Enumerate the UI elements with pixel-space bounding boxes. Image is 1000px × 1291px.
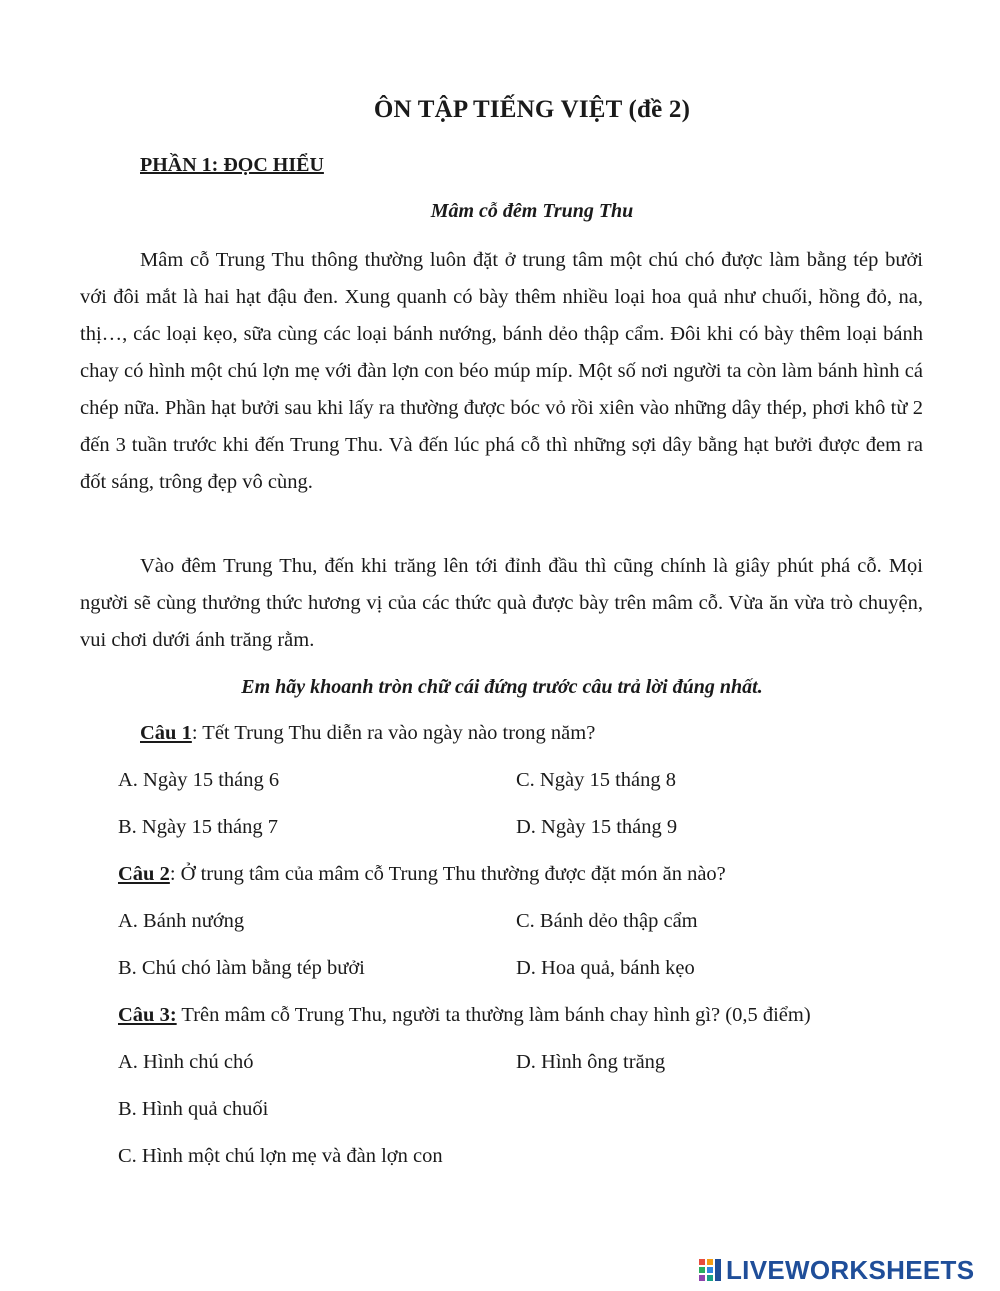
answer-option[interactable]: C. Bánh dẻo thập cẩm	[516, 910, 698, 932]
answer-option[interactable]: C. Ngày 15 tháng 8	[516, 769, 676, 791]
question-1	[140, 722, 595, 745]
answer-option[interactable]: B. Chú chó làm bằng tép bưởi	[118, 957, 365, 979]
answer-option[interactable]: D. Hình ông trăng	[516, 1051, 666, 1073]
reading-paragraph-2: Vào đêm Trung Thu, đến khi trăng lên tới đỉnh đầu thì cũng chính là giây phút phá cỗ. Mọi người sẽ cùng thưởng thức hương vị của các thức quà được bày trên mâm cỗ. Vừa ăn vừa trò chuyện, vui chơi dưới ánh trăng rằm.	[80, 555, 923, 651]
question-text: : Tết Trung Thu diễn ra vào ngày nào trong năm?	[191, 722, 596, 744]
question-text: Trên mâm cỗ Trung Thu, người ta thường làm bánh chay hình gì? (0,5 điểm)	[176, 1004, 811, 1026]
answer-option[interactable]: B. Hình quả chuối	[118, 1098, 269, 1120]
question-3	[118, 1004, 811, 1027]
liveworksheets-logo-icon	[697, 1257, 723, 1283]
story-title: Mâm cỗ đêm Trung Thu	[430, 200, 634, 222]
question-2	[118, 863, 726, 886]
answer-option[interactable]: A. Bánh nướng	[118, 910, 245, 932]
question-text: : Ở trung tâm của mâm cỗ Trung Thu thường được đặt món ăn nào?	[169, 863, 726, 885]
liveworksheets-logo	[697, 1254, 974, 1286]
question-label: Câu 1	[140, 722, 192, 744]
answer-option[interactable]: B. Ngày 15 tháng 7	[118, 816, 278, 838]
question-label: Câu 3:	[118, 1004, 177, 1026]
answer-option[interactable]: D. Ngày 15 tháng 9	[516, 816, 678, 838]
brand-name: LIVEWORKSHEETS	[726, 1254, 975, 1285]
page-title: ÔN TẬP TIẾNG VIỆT (đề 2)	[373, 96, 691, 123]
question-label: Câu 2	[118, 863, 170, 885]
instruction-text: Em hãy khoanh tròn chữ cái đứng trước câu trả lời đúng nhất.	[241, 676, 763, 698]
answer-option[interactable]: A. Hình chú chó	[118, 1051, 254, 1073]
answer-option[interactable]: D. Hoa quả, bánh kẹo	[516, 957, 695, 979]
answer-option[interactable]: C. Hình một chú lợn mẹ và đàn lợn con	[118, 1145, 443, 1167]
answer-option[interactable]: A. Ngày 15 tháng 6	[118, 769, 280, 791]
section-heading: PHẦN 1: ĐỌC HIỂU	[140, 154, 324, 176]
reading-paragraph-1: Mâm cỗ Trung Thu thông thường luôn đặt ở trung tâm một chú chó được làm bằng tép bưởi với đôi mắt là hai hạt đậu đen. Xung quanh có bày thêm nhiều loại hoa quả như chuối, hồng đỏ, na, thị…, các loại kẹo, sữa cùng các loại bánh nướng, bánh dẻo thập cẩm. Đôi khi có bày thêm loại bánh chay có hình một chú lợn mẹ với đàn lợn con béo múp míp. Một số nơi người ta còn làm bánh hình cá chép nữa. Phần hạt bưởi sau khi lấy ra thường được bóc vỏ rồi xiên vào những dây thép, phơi khô từ 2 đến 3 tuần trước khi đến Trung Thu. Và đến lúc phá cỗ thì những sợi dây bằng hạt bưởi được đem ra đốt sáng, trông đẹp vô cùng.	[80, 249, 923, 493]
